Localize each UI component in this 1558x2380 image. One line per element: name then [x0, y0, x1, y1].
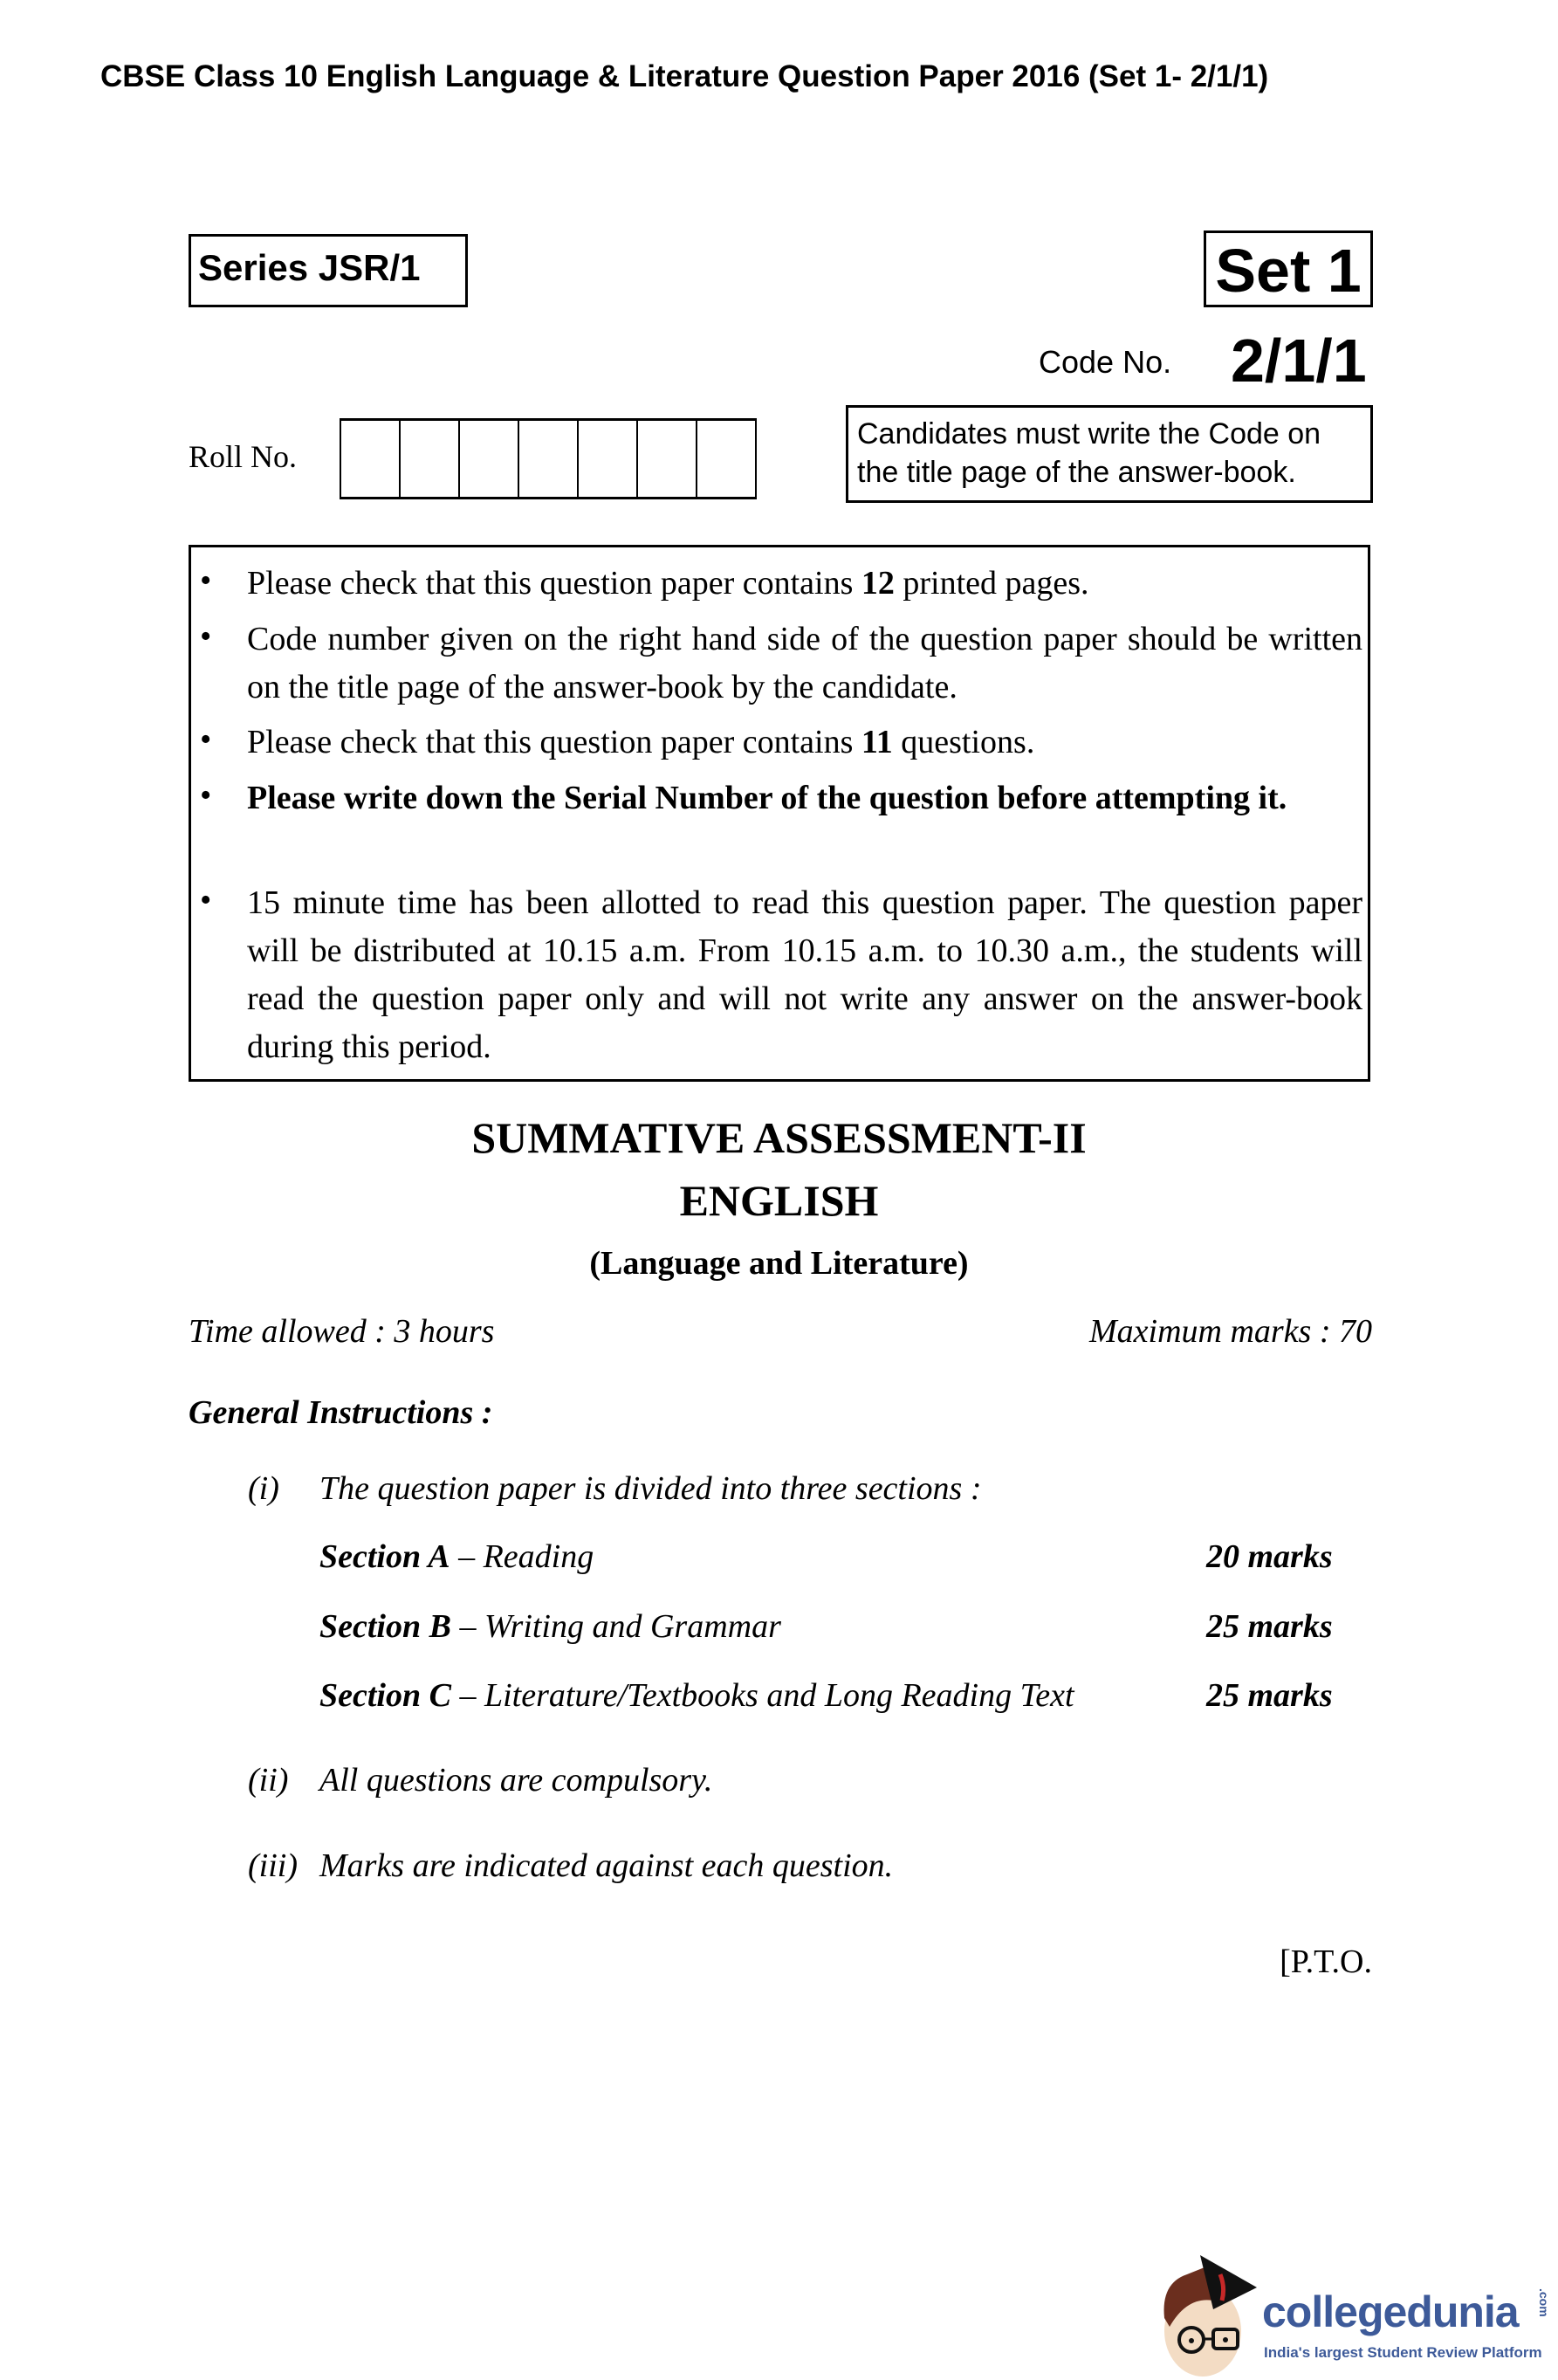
item-text: Marks are indicated against each question.	[319, 1847, 894, 1884]
section-row: Section A – Reading	[319, 1538, 594, 1575]
general-instructions-heading: General Instructions :	[189, 1394, 493, 1431]
bullet: •	[200, 562, 212, 599]
item-num: (iii)	[248, 1847, 298, 1884]
section-row: Section B – Writing and Grammar	[319, 1608, 781, 1645]
logo-wordmark: collegedunia	[1262, 2287, 1519, 2336]
item-num: (i)	[248, 1470, 279, 1507]
section-row: Section C – Literature/Textbooks and Long Reading Text	[319, 1677, 1074, 1714]
time-allowed: Time allowed : 3 hours	[189, 1313, 495, 1350]
code-value: 2/1/1	[1231, 327, 1367, 395]
bullet: •	[200, 777, 212, 814]
item-num: (ii)	[248, 1762, 289, 1799]
bullet: •	[200, 721, 212, 758]
instruction-4: Please write down the Serial Number of the question before attempting it.	[247, 780, 1287, 816]
section-marks: 25 marks	[1206, 1608, 1333, 1645]
logo-suffix: .com	[1537, 2288, 1551, 2317]
roll-box[interactable]	[579, 421, 638, 497]
item-text: The question paper is divided into three sections :	[319, 1470, 982, 1507]
roll-box[interactable]	[638, 421, 697, 497]
instruction-2: Code number given on the right hand side of the question paper should be written on the title page of the answer-book by the candidate.	[247, 621, 1362, 705]
instruction-3: Please check that this question paper contains 11 questions.	[247, 724, 1035, 760]
roll-box[interactable]	[401, 421, 460, 497]
bullet: •	[200, 882, 212, 918]
document-title: CBSE Class 10 English Language & Literature Question Paper 2016 (Set 1- 2/1/1)	[100, 59, 1269, 93]
item-text: All questions are compulsory.	[319, 1762, 713, 1799]
max-marks: Maximum marks : 70	[1088, 1313, 1372, 1350]
roll-box[interactable]	[519, 421, 579, 497]
mascot-icon	[1152, 2248, 1266, 2380]
series-box: Series JSR/1	[189, 234, 468, 307]
roll-box[interactable]	[460, 421, 519, 497]
code-label: Code No.	[1039, 344, 1172, 380]
logo-tagline: India's largest Student Review Platform	[1264, 2344, 1542, 2361]
roll-box[interactable]	[697, 421, 755, 497]
instruction-5: 15 minute time has been allotted to read this question paper. The question paper will be distributed at 10.15 a.m. From 10.15 a.m. to 10.30 a.m., the students will read the question paper only and will not write any answer on the answer-book during this period.	[247, 884, 1362, 1065]
pto-mark: [P.T.O.	[1280, 1943, 1372, 1980]
subject-title: ENGLISH	[679, 1176, 879, 1225]
bullet: •	[200, 618, 212, 655]
section-marks: 25 marks	[1206, 1677, 1333, 1714]
roll-label: Roll No.	[189, 439, 298, 474]
section-marks: 20 marks	[1206, 1538, 1333, 1575]
roll-box[interactable]	[341, 421, 401, 497]
candidates-note: Candidates must write the Code on the title page of the answer-book.	[846, 405, 1373, 503]
collegedunia-logo	[1152, 2248, 1554, 2380]
exam-title: SUMMATIVE ASSESSMENT-II	[471, 1113, 1087, 1162]
instruction-1: Please check that this question paper contains 12 printed pages.	[247, 565, 1089, 602]
subject-subtitle: (Language and Literature)	[589, 1245, 969, 1282]
roll-number-boxes[interactable]	[340, 418, 757, 499]
set-box: Set 1	[1204, 230, 1373, 307]
instructions-box	[189, 545, 1370, 1082]
